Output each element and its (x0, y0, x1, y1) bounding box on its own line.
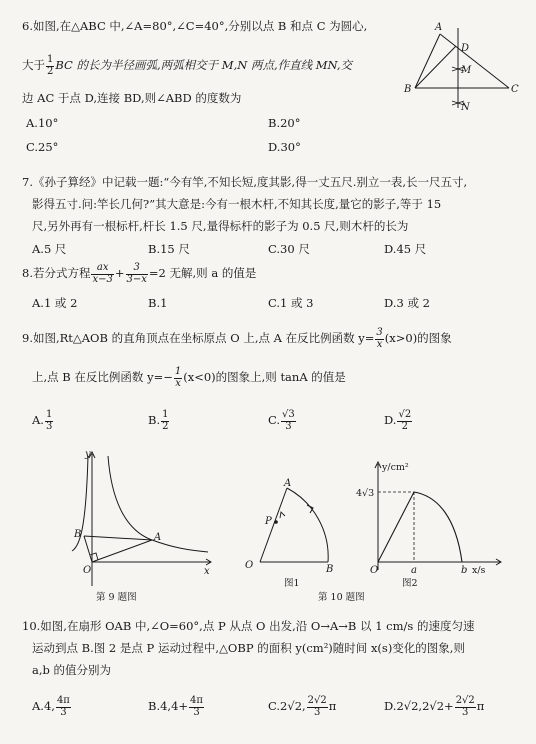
q9-fraction-1 (375, 328, 383, 350)
q10-line3: a,b 的值分别为 (32, 663, 112, 677)
q6-label-b: B (404, 84, 412, 95)
q8-option-b: B.1 (148, 296, 168, 310)
q10-option-a-frac (56, 696, 71, 718)
q8-pre: 8.若分式方程 (22, 266, 91, 280)
q8-plus: + (114, 266, 125, 280)
q6-option-a: A.10° (26, 116, 59, 130)
q9-option-b-num: 1 (162, 409, 169, 420)
q6-triangle-figure (400, 20, 520, 120)
q9-line2-post: (x<0)的图象上,则 tanA 的值是 (183, 370, 346, 384)
q9-line2 (32, 367, 346, 389)
q9-f2-den: x (175, 377, 181, 389)
q10-option-a-num: 4π (56, 695, 70, 706)
q9-option-a-den: 3 (45, 420, 53, 432)
fig10-2-label-b: b (461, 565, 468, 576)
q9-option-c-den: 3 (285, 420, 292, 432)
q6-line3: 边 AC 于点 D,连接 BD,则∠ABD 的度数为 (22, 91, 242, 105)
q9-option-d-num: √2 (398, 409, 412, 420)
q10-option-b-frac (189, 696, 204, 718)
q6-line2-pre: 大于 (22, 58, 45, 72)
q10-option-c (268, 696, 336, 718)
fig10-1-label-o: O (245, 560, 254, 571)
q10-line2: 运动到点 B.图 2 是点 P 运动过程中,△OBP 的面积 y(cm²)随时间 x(s)变化的图象,则 (32, 641, 465, 655)
q8-option-a: A.1 或 2 (32, 296, 78, 310)
q10-option-c-den: 3 (314, 706, 321, 718)
q6-line2 (22, 55, 352, 77)
q6-frac-num: 1 (47, 54, 54, 65)
q6-label-n: N (461, 102, 470, 113)
q9-f2-num: 1 (174, 366, 182, 377)
q9-option-a-label: A. (32, 413, 44, 427)
q10-option-c-post: π (328, 699, 337, 713)
q10-option-d-num: 2√2 (455, 695, 475, 706)
q7-line3: 尺,另外再有一根标杆,杆长 1.5 尺,量得标杆的影子为 0.5 尺,则木杆的长为 (32, 219, 409, 233)
q10-option-b-num: 4π (190, 695, 203, 706)
q10-option-c-pre: C.2√2, (268, 699, 306, 713)
fig10-2-label-ytick: 4√3 (356, 488, 375, 499)
q10-option-c-num: 2√2 (307, 695, 327, 706)
q9-option-d (384, 410, 413, 432)
q6-label-a: A (435, 22, 443, 33)
q9-hyperbola-figure (70, 448, 215, 590)
q10-option-d (384, 696, 484, 718)
q10-option-d-frac (455, 696, 476, 718)
q6-label-c: C (511, 84, 519, 95)
q9-option-b-frac (161, 410, 169, 432)
q6-line2-post: BC 的长为半径画弧,两弧相交于 M,N 两点,作直线 MN,交 (55, 58, 353, 72)
fig10-1-label-p: P (265, 516, 272, 527)
q9-option-a-num: 1 (45, 409, 53, 420)
q10-option-a-pre: A.4, (32, 699, 55, 713)
q10-option-d-post: π (476, 699, 485, 713)
q8-fraction-2 (126, 263, 148, 285)
q9-option-a-frac (45, 410, 53, 432)
q9-option-c (268, 410, 297, 432)
q8-f1-num: ax (91, 263, 113, 275)
fig10-2-label-y: y/cm² (382, 462, 409, 473)
q6-option-c: C.25° (26, 140, 59, 154)
q8-f2-num: 3 (126, 263, 148, 275)
q9-option-c-frac (281, 410, 296, 432)
q8-option-c: C.1 或 3 (268, 296, 314, 310)
q9-line1-pre: 9.如图,Rt△AOB 的直角顶点在坐标原点 O 上,点 A 在反比例函数 y= (22, 331, 375, 345)
fig10-2-label-o: O (370, 565, 379, 576)
fig10-caption: 第 10 题图 (318, 592, 365, 603)
q10-option-b-pre: B.4,4+ (148, 699, 189, 713)
q6-fraction (46, 55, 54, 77)
q7-option-c: C.30 尺 (268, 242, 310, 256)
q9-option-c-label: C. (268, 413, 281, 427)
q10-option-c-frac (307, 696, 328, 718)
q7-option-d: D.45 尺 (384, 242, 427, 256)
q9-line1 (22, 328, 452, 350)
q9-label-o: O (83, 565, 92, 576)
fig10-sector (240, 470, 355, 575)
fig10-1-label-a: A (284, 478, 292, 489)
q9-f1-num: 3 (376, 327, 383, 338)
q10-option-d-pre: D.2√2,2√2+ (384, 699, 454, 713)
q9-option-d-den: 2 (401, 420, 409, 432)
q9-label-x: x (204, 566, 210, 577)
q8-stem (22, 263, 256, 285)
q9-option-a (32, 410, 54, 432)
q10-line1: 10.如图,在扇形 OAB 中,∠O=60°,点 P 从点 O 出发,沿 O→A→B 以 1 cm/s 的速度匀速 (22, 619, 475, 633)
q9-f1-den: x (376, 338, 383, 350)
q9-option-b (148, 410, 170, 432)
q9-label-a: A (154, 532, 162, 543)
fig10-1-caption: 图1 (284, 578, 300, 589)
q9-option-d-label: D. (384, 413, 397, 427)
fig10-2-caption: 图2 (402, 578, 418, 589)
q9-line2-pre: 上,点 B 在反比例函数 y=− (32, 370, 173, 384)
q9-option-c-num: √3 (282, 409, 295, 420)
fig10-2-label-a: a (411, 565, 417, 576)
q6-line1: 6.如图,在△ABC 中,∠A=80°,∠C=40°,分别以点 B 和点 C 为圆心, (22, 19, 368, 33)
q10-option-b (148, 696, 205, 718)
q10-option-d-den: 3 (462, 706, 469, 718)
q9-label-b: B (74, 529, 82, 540)
q8-option-d: D.3 或 2 (384, 296, 430, 310)
q6-label-d: D (461, 43, 470, 54)
fig10-graph (348, 458, 508, 576)
q8-fraction-1 (91, 263, 113, 285)
q6-option-b: B.20° (268, 116, 301, 130)
q7-option-b: B.15 尺 (148, 242, 190, 256)
q6-option-d: D.30° (268, 140, 301, 154)
q9-fraction-2 (174, 367, 182, 389)
q10-option-a-den: 3 (60, 706, 67, 718)
q8-post: =2 无解,则 a 的值是 (148, 266, 257, 280)
q9-line1-post: (x>0)的图象 (384, 331, 452, 345)
q7-line2: 影得五寸.问:竿长几何?”其大意是:今有一根木杆,不知其长度,量它的影子,等于 15 (32, 197, 442, 211)
q9-caption: 第 9 题图 (96, 592, 137, 603)
q9-option-b-label: B. (148, 413, 161, 427)
q10-option-a (32, 696, 72, 718)
q7-line1: 7.《孙子算经》中记载一题:“今有竿,不知长短,度其影,得一丈五尺.别立一表,长一尺五寸, (22, 175, 468, 189)
fig10-2-label-x: x/s (472, 565, 486, 576)
q9-option-b-den: 2 (162, 420, 169, 432)
fig10-1-label-b: B (326, 564, 334, 575)
q10-option-b-den: 3 (193, 706, 200, 718)
q6-label-m: M (461, 65, 472, 76)
q6-frac-den: 2 (47, 65, 54, 77)
q8-f1-den: x−3 (92, 273, 113, 285)
q8-f2-den: 3−x (126, 273, 147, 285)
q7-option-a: A.5 尺 (32, 242, 67, 256)
q9-option-d-frac (397, 410, 412, 432)
q9-label-y: y (85, 449, 91, 460)
